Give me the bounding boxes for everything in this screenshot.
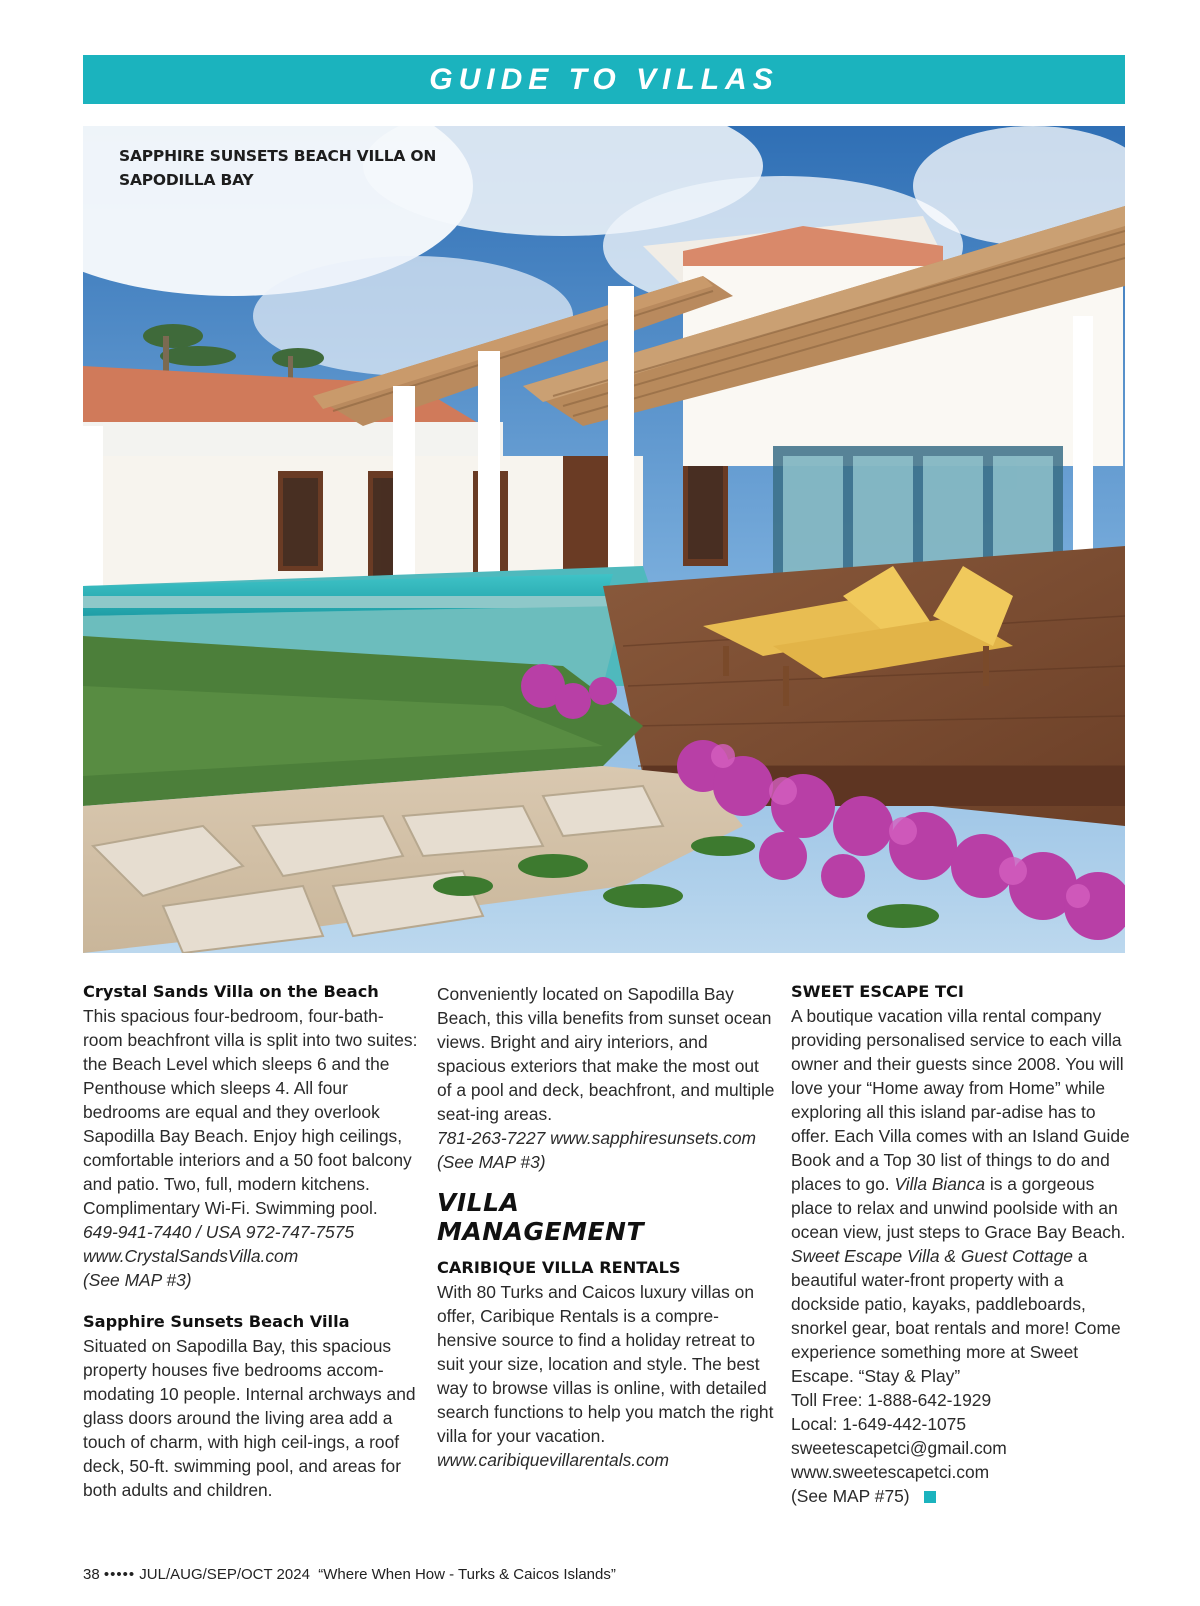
page-footer [83, 1566, 616, 1583]
sweet-escape-end: a beautiful water-front property with a dockside patio, kayaks, paddleboards, snorkel gear, boat rentals and more! Come experience something more at Sweet Escape. “Stay & Play” [791, 1246, 1121, 1386]
villa-management-title [437, 1188, 777, 1246]
sweet-escape-villa-name: Sweet Escape Villa & Guest Cottage [791, 1246, 1073, 1266]
crystal-sands-phone: 649-941-7440 / USA 972-747-7575 [83, 1222, 355, 1242]
sweet-escape-description [791, 1004, 1131, 1388]
footer-dots: ••••• [103, 1566, 136, 1583]
villa-bianca-name: Villa Bianca [894, 1174, 986, 1194]
page-number: 38 [83, 1566, 100, 1583]
banner-title: GUIDE TO VILLAS [429, 62, 779, 96]
sweet-escape-map-ref: (See MAP #75) [791, 1486, 910, 1506]
footer-issue: JUL/AUG/SEP/OCT 2024 [139, 1566, 310, 1583]
villa-management-title-line2: MANAGEMENT [437, 1217, 645, 1246]
end-of-article-square-icon [924, 1491, 936, 1503]
villa-illustration [83, 126, 1125, 953]
sweet-escape-heading: SWEET ESCAPE TCI [791, 982, 964, 1001]
sweet-escape-local-phone: Local: 1-649-442-1075 [791, 1414, 967, 1434]
crystal-sands-description: This spacious four-bedroom, four-bath-room beachfront villa is split into two suites: the Beach Level which sleeps 6 and the Penthouse which sleeps 4. All four bedrooms are equal and they overlook Sapodilla Bay Beach. Enjoy high ceilings, comfortable interiors and a 50 foot balcony and patio. Two, full, modern kitchens. Complimentary Wi-Fi. Swimming pool. [83, 1006, 418, 1218]
sweet-escape-intro: A boutique vacation villa rental company providing personalised service to each villa owner and their guests since 2008. You will love your “Home away from Home” while exploring all this island par-adise has to offer. Each Villa comes with an Island Guide Book and a Top 30 list of things to do and places to go. [791, 1006, 1130, 1194]
caribique-website[interactable]: www.caribiquevillarentals.com [437, 1450, 669, 1470]
crystal-sands-heading: Crystal Sands Villa on the Beach [83, 982, 379, 1001]
villa-photo [83, 126, 1125, 953]
column-2 [437, 982, 777, 1472]
sapphire-sunsets-description-cont: Conveniently located on Sapodilla Bay Beach, this villa benefits from sunset ocean views. Bright and airy interiors, and spacious exteriors that make the most out of a pool and deck, beachfront, and multiple seat-ing areas. [437, 984, 775, 1124]
crystal-sands-website[interactable]: www.CrystalSandsVilla.com [83, 1246, 299, 1266]
photo-caption: SAPPHIRE SUNSETS BEACH VILLA ON SAPODILLA BAY [119, 147, 437, 189]
column-3 [791, 980, 1131, 1508]
sweet-escape-map-line [791, 1484, 1131, 1508]
caribique-description: With 80 Turks and Caicos luxury villas on offer, Caribique Rentals is a compre-hensive source to find a holiday retreat to suit your size, location and style. The best way to browse villas is online, with detailed search functions to help you match the right villa for your vacation. [437, 1282, 774, 1446]
sweet-escape-email[interactable]: sweetescapetci@gmail.com [791, 1438, 1007, 1458]
caribique-heading: CARIBIQUE VILLA RENTALS [437, 1258, 681, 1277]
villa-management-title-line1: VILLA [437, 1188, 520, 1217]
sweet-escape-mid: is a gorgeous place to relax and unwind poolside with an ocean view, just steps to Grace Bay Beach. [791, 1174, 1126, 1242]
section-banner [83, 55, 1125, 104]
sweet-escape-website[interactable]: www.sweetescapetci.com [791, 1462, 990, 1482]
sapphire-sunsets-heading: Sapphire Sunsets Beach Villa [83, 1312, 350, 1331]
crystal-sands-map-ref: (See MAP #3) [83, 1270, 192, 1290]
sweet-escape-toll-free: Toll Free: 1-888-642-1929 [791, 1390, 992, 1410]
footer-publication: “Where When How - Turks & Caicos Islands” [318, 1566, 616, 1583]
sapphire-sunsets-map-ref: (See MAP #3) [437, 1152, 546, 1172]
sapphire-sunsets-description: Situated on Sapodilla Bay, this spacious property houses five bedrooms accom-modating 10 people. Internal archways and glass doors around the living area add a touch of charm, with high ceil-ings, a roof deck, 50-ft. swimming pool, and areas for both adults and children. [83, 1336, 416, 1500]
column-1 [83, 980, 423, 1502]
sapphire-sunsets-contact[interactable]: 781-263-7227 www.sapphiresunsets.com [437, 1128, 757, 1148]
